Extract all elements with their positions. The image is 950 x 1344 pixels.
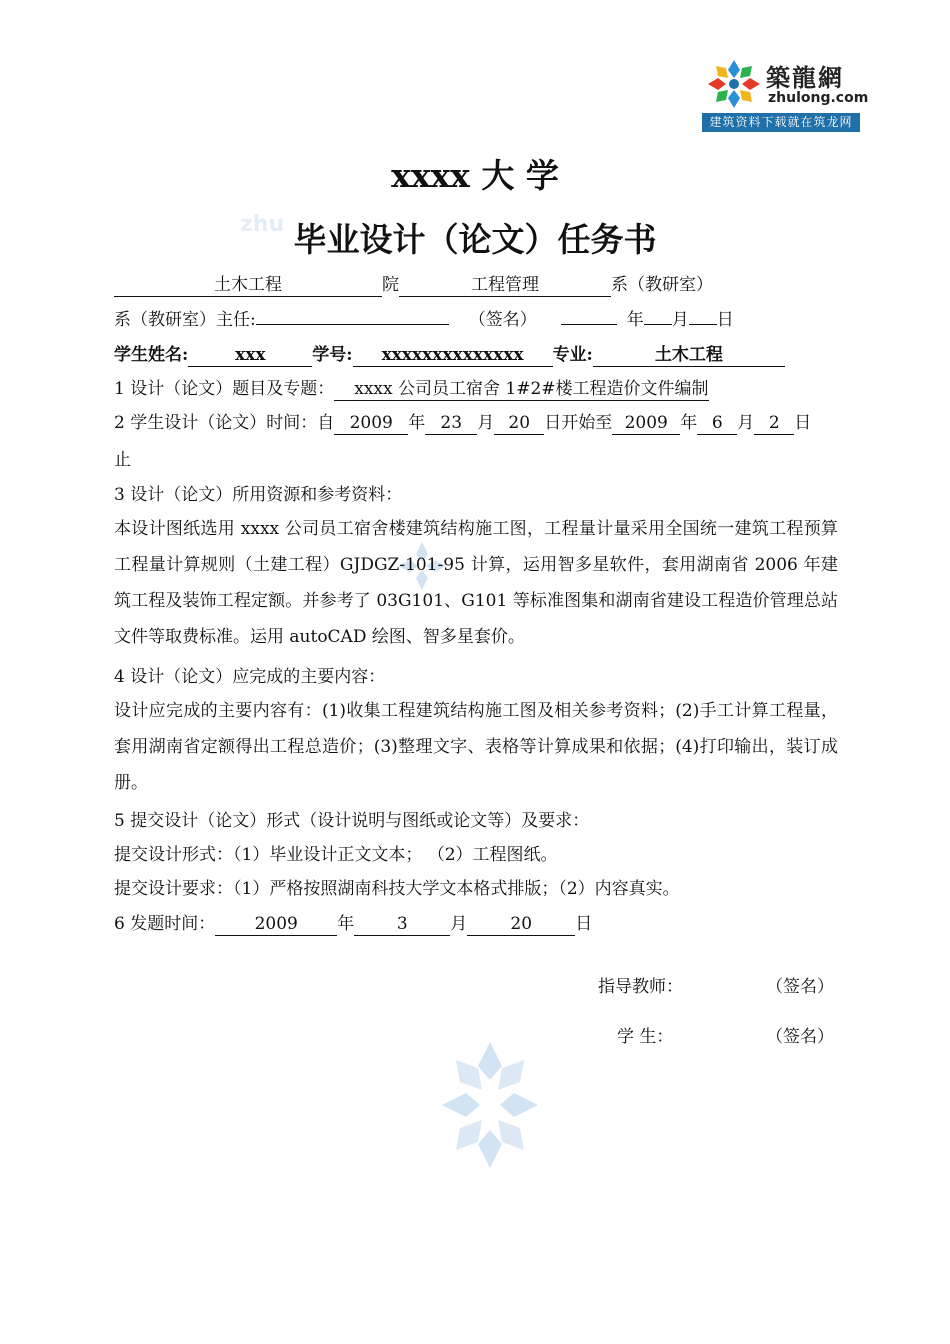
month-label: 月 [671, 310, 689, 330]
document-title: 毕业设计（论文）任务书 [293, 220, 657, 259]
director-month-field [644, 324, 672, 325]
item5-form: 提交设计形式：（1）毕业设计正文文本； （2）工程图纸。 [114, 845, 558, 865]
dept-value: 工程管理 [399, 275, 611, 297]
advisor-sign: （签名） [766, 977, 834, 997]
student-name-value: xxx [188, 345, 312, 367]
student-name-label: 学生姓名: [114, 345, 189, 365]
item2-start-month: 23 [425, 413, 477, 435]
item2-year-label-2: 年 [680, 413, 698, 433]
item4-label: 4 设计（论文）应完成的主要内容： [114, 667, 386, 687]
logo-slogan: 建筑资料下载就在筑龙网 [702, 113, 860, 132]
director-line [114, 309, 734, 331]
item6-label: 6 发题时间： [114, 914, 216, 934]
item2-label: 2 学生设计（论文）时间：自 [114, 413, 335, 433]
item6-month-label: 月 [450, 914, 468, 934]
dept-suffix: 系（教研室） [611, 275, 713, 295]
student-sign-label: 学 生： [617, 1027, 674, 1047]
item1-line [114, 378, 709, 401]
student-line [114, 344, 785, 367]
year-label: 年 [626, 310, 644, 330]
item2-end-suffix: 日 [794, 413, 812, 433]
advisor-label: 指导教师： [598, 977, 683, 997]
student-sign: （签名） [766, 1027, 834, 1047]
item5-label: 5 提交设计（论文）形式（设计说明与图纸或论文等）及要求： [114, 811, 590, 831]
item6-day-label: 日 [575, 914, 593, 934]
item6-day-value: 20 [467, 914, 575, 936]
day-label: 日 [716, 310, 734, 330]
item2-start-year: 2009 [334, 413, 408, 435]
college-suffix: 院 [382, 275, 399, 295]
college-value: 土木工程 [114, 275, 382, 297]
item3-text: 本设计图纸选用 xxxx 公司员工宿舍楼建筑结构施工图，工程量计量采用全国统一建筑工程预算工程量计算规则（土建工程）GJDGZ-101-95 计算，运用智多星软件，套用湖南省 2006 年建筑工程及装饰工程定额。并参考了 03G101、G101 等标准图集和湖南省建设工程造价管理总站文件等取费标准。运用 autoCAD 绘图、智多星套价。 [114, 519, 838, 647]
item2-month-label: 月 [477, 413, 495, 433]
item2-start-suffix: 日开始至 [544, 413, 613, 433]
zhulong-logo-icon [706, 58, 762, 110]
logo-domain: zhulong.com [768, 90, 869, 106]
item2-month-label-2: 月 [737, 413, 755, 433]
item6-year-label: 年 [337, 914, 355, 934]
item2-end-day: 2 [754, 413, 794, 435]
student-id-value: xxxxxxxxxxxxxx [353, 345, 553, 367]
director-day-field [689, 324, 717, 325]
item2-end-month: 6 [697, 413, 737, 435]
major-label: 专业: [552, 345, 593, 365]
college-line [114, 274, 713, 297]
item3-label: 3 设计（论文）所用资源和参考资料： [114, 485, 403, 505]
director-sign-label: （签名） [468, 310, 537, 330]
university-title: xxxx 大 学 [391, 156, 559, 195]
item1-value: xxxx 公司员工宿舍 1#2#楼工程造价文件编制 [334, 379, 708, 401]
item6-year-value: 2009 [215, 914, 337, 936]
watermark-big-icon [440, 1040, 540, 1170]
zhulong-logo [702, 56, 869, 132]
director-year-field [561, 324, 617, 325]
item2-start-day: 20 [494, 413, 544, 435]
item6-line [114, 913, 592, 936]
item2-year-label: 年 [408, 413, 426, 433]
logo-name: 築龍網 [766, 63, 844, 92]
major-value: 土木工程 [593, 345, 785, 367]
item2-end-year: 2009 [612, 413, 680, 435]
student-id-label: 学号: [312, 345, 353, 365]
item2-line [114, 412, 811, 435]
item6-month-value: 3 [354, 914, 450, 936]
item2-continuation: 止 [114, 450, 131, 470]
director-label: 系（教研室）主任: [114, 310, 256, 330]
item4-text: 设计应完成的主要内容有：(1)收集工程建筑结构施工图及相关参考资料；(2)手工计算工程量，套用湖南省定额得出工程总造价；(3)整理文字、表格等计算成果和依据；(4)打印输出，装订成册。 [114, 701, 838, 793]
item1-label: 1 设计（论文）题目及专题： [114, 379, 335, 399]
director-field [256, 324, 449, 325]
item5-requirements: 提交设计要求：（1）严格按照湖南科技大学文本格式排版；（2）内容真实。 [114, 879, 680, 899]
watermark-text: zhu [240, 212, 285, 237]
